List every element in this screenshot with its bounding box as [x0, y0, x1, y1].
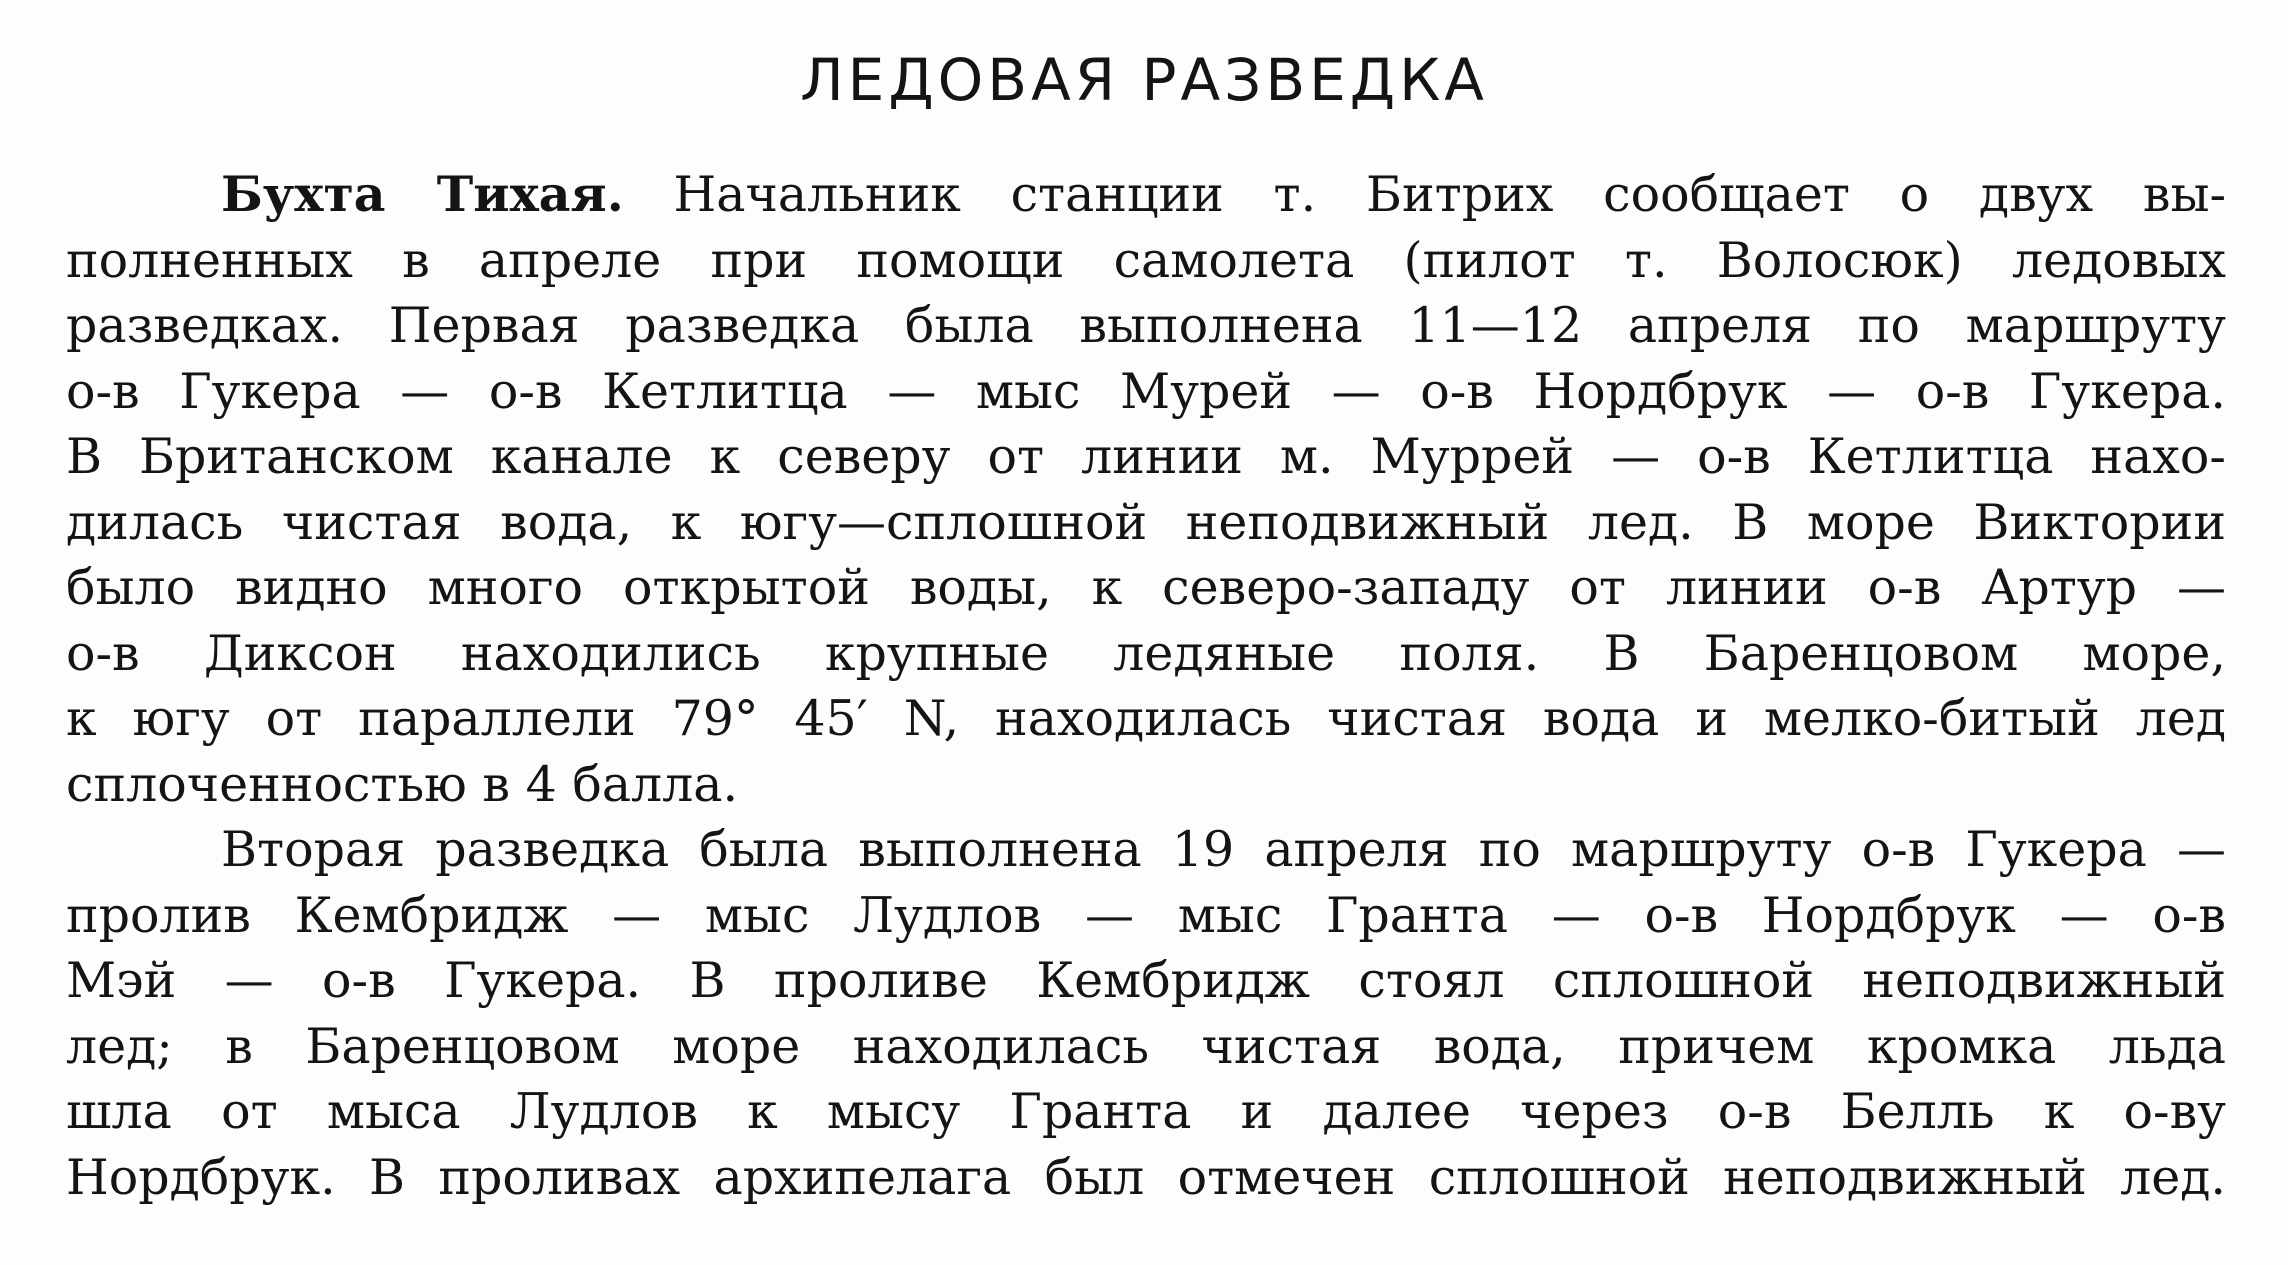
place-name: Бухта Тихая.	[221, 165, 624, 223]
text-line: пролив Кембридж — мыс Лудлов — мыс Гранта — о-в Нордбрук — о-в	[66, 886, 2226, 944]
paragraph-1	[66, 162, 2226, 817]
text-line: шла от мыса Лудлов к мысу Гранта и далее через о-в Белль к о-ву	[66, 1083, 2226, 1140]
text-line: Нордбрук. В проливах архипелага был отмечен сплошной неподвижный лед.	[66, 1148, 2226, 1206]
paragraph-2	[66, 817, 2226, 1210]
text-line	[66, 162, 2226, 228]
text-line: сплоченностью в 4 балла.	[66, 755, 739, 813]
text-line: Вторая разведка была выполнена 19 апреля по маршруту о-в Гукера —	[221, 821, 2226, 878]
text-line: было видно много открытой воды, к северо-западу от линии о-в Артур —	[66, 559, 2226, 616]
text-line: к югу от параллели 79° 45′ N, находилась чистая вода и мелко-битый лед	[66, 690, 2226, 747]
text-line: лед; в Баренцовом море находилась чистая вода, причем кромка льда	[66, 1017, 2226, 1075]
text-line: о-в Гукера — о-в Кетлитца — мыс Мурей — о-в Нордбрук — о-в Гукера.	[66, 362, 2226, 420]
text-line: разведках. Первая разведка была выполнена 11—12 апреля по маршруту	[66, 297, 2226, 354]
text-line: Мэй — о-в Гукера. В проливе Кембридж стоял сплошной неподвижный	[66, 952, 2226, 1009]
text-line: о-в Диксон находились крупные ледяные поля. В Баренцовом море,	[66, 624, 2226, 682]
line-text: Начальник станции т. Битрих сообщает о двух вы-	[673, 166, 2226, 223]
text-line: В Британском канале к северу от линии м. Муррей — о-в Кетлитца нахо-	[66, 428, 2226, 485]
text-line: дилась чистая вода, к югу—сплошной неподвижный лед. В море Виктории	[66, 493, 2226, 551]
article-body	[66, 162, 2226, 1210]
document-heading: ЛЕДОВАЯ РАЗВЕДКА	[800, 46, 1488, 114]
text-line: полненных в апреле при помощи самолета (пилот т. Волосюк) ледовых	[66, 231, 2226, 289]
